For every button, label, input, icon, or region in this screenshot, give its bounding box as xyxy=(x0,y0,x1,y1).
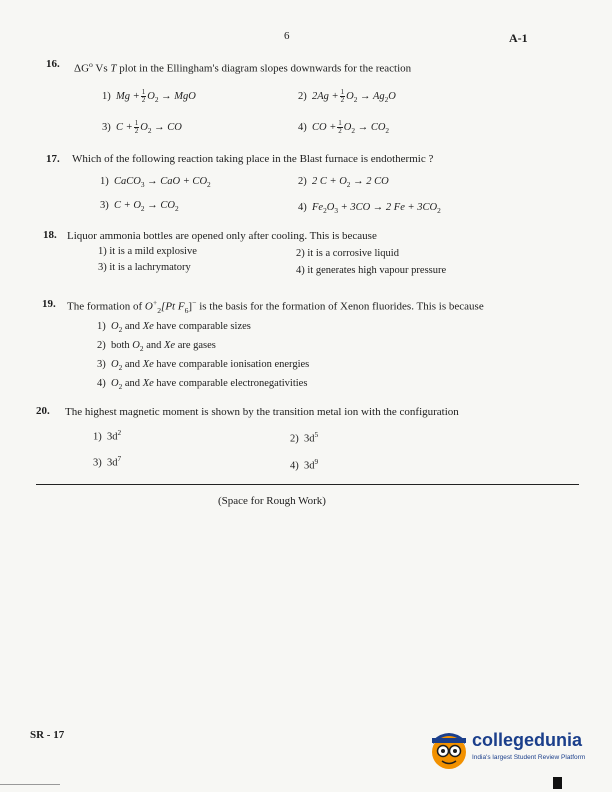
option-2: 2) both $O_2$ and Xe are gases xyxy=(97,340,216,354)
option-4: 4) CO + $\frac{1}{2}$ $O_2 \to CO_2$ xyxy=(298,119,390,135)
half-fraction: $\frac{1}{2}$ xyxy=(338,119,342,135)
question-number: 19. xyxy=(42,298,56,310)
option-3: 3) C + $\frac{1}{2}$ $O_2$ → CO xyxy=(102,119,182,135)
question-number: 17. xyxy=(46,153,60,165)
mascot-face-icon xyxy=(428,726,470,774)
question-text: Which of the following reaction taking place in the Blast furnace is endothermic ? xyxy=(72,153,434,165)
option-2: 2) $3d^5$ xyxy=(290,430,319,445)
option-4: 4) $3d^9$ xyxy=(290,457,319,472)
paper-code: A-1 xyxy=(509,31,528,45)
series-code: SR - 17 xyxy=(30,729,65,741)
option-2: 2) it is a corrosive liquid xyxy=(296,248,399,259)
scan-mark xyxy=(0,784,60,785)
half-fraction: $\frac{1}{2}$ xyxy=(340,88,345,104)
half-fraction: $\frac{1}{2}$ xyxy=(134,119,139,135)
question-text: Liquor ammonia bottles are opened only after cooling. This is because xyxy=(67,230,377,242)
question-text: The highest magnetic moment is shown by the transition metal ion with the configuration xyxy=(65,406,459,418)
option-4: 4) $Fe_2O_3 + 3CO \to 2$ $Fe + 3CO_2$ xyxy=(298,202,441,216)
option-1: 1) Mg + $\frac{1}{2}$ $O_2$ → MgO xyxy=(102,88,196,104)
question-number: 16. xyxy=(46,58,60,70)
option-3: 3) $3d^7$ xyxy=(93,454,122,469)
option-1: 1) $O_2$ and Xe have comparable sizes xyxy=(97,321,251,335)
option-4: 4) it generates high vapour pressure xyxy=(296,265,447,276)
option-1: 1) $3d^2$ xyxy=(93,428,122,443)
question-text: The formation of $O^+_2[Pt$ $F_6]^-$ is the basis for the formation of Xenon fluorides. This is because xyxy=(67,298,484,315)
corner-mark xyxy=(553,777,562,789)
question-number: 18. xyxy=(43,229,57,241)
option-1: 1) CaCO$_3$ → CaO + $CO_2$ xyxy=(100,176,211,190)
page-number: 6 xyxy=(284,30,290,42)
option-3: 3) $C + O_2 \to CO_2$ xyxy=(100,200,179,214)
rough-work-label: (Space for Rough Work) xyxy=(218,495,326,507)
option-2: 2) 2Ag + $\frac{1}{2}$ $O_2 \to Ag_2O$ xyxy=(298,88,396,104)
question-text: $\Delta G^o$ Vs T plot in the Ellingham's diagram slopes downwards for the reaction xyxy=(74,60,412,75)
half-fraction: $\frac{1}{2}$ xyxy=(141,88,146,104)
logo-wordmark: collegedunia xyxy=(472,730,583,750)
option-1: 1) it is a mild explosive xyxy=(98,246,197,257)
option-4: 4) $O_2$ and Xe have comparable electronegativities xyxy=(97,378,308,392)
section-divider xyxy=(36,484,579,485)
question-number: 20. xyxy=(36,405,50,417)
logo-tagline: India's largest Student Review Platform xyxy=(472,754,586,761)
option-3: 3) $O_2$ and Xe have comparable ionisation energies xyxy=(97,359,310,373)
option-2: 2) 2 $C + O_2 \to 2$ CO xyxy=(298,176,389,190)
option-3: 3) it is a lachrymatory xyxy=(98,262,191,273)
collegedunia-logo xyxy=(428,726,598,776)
